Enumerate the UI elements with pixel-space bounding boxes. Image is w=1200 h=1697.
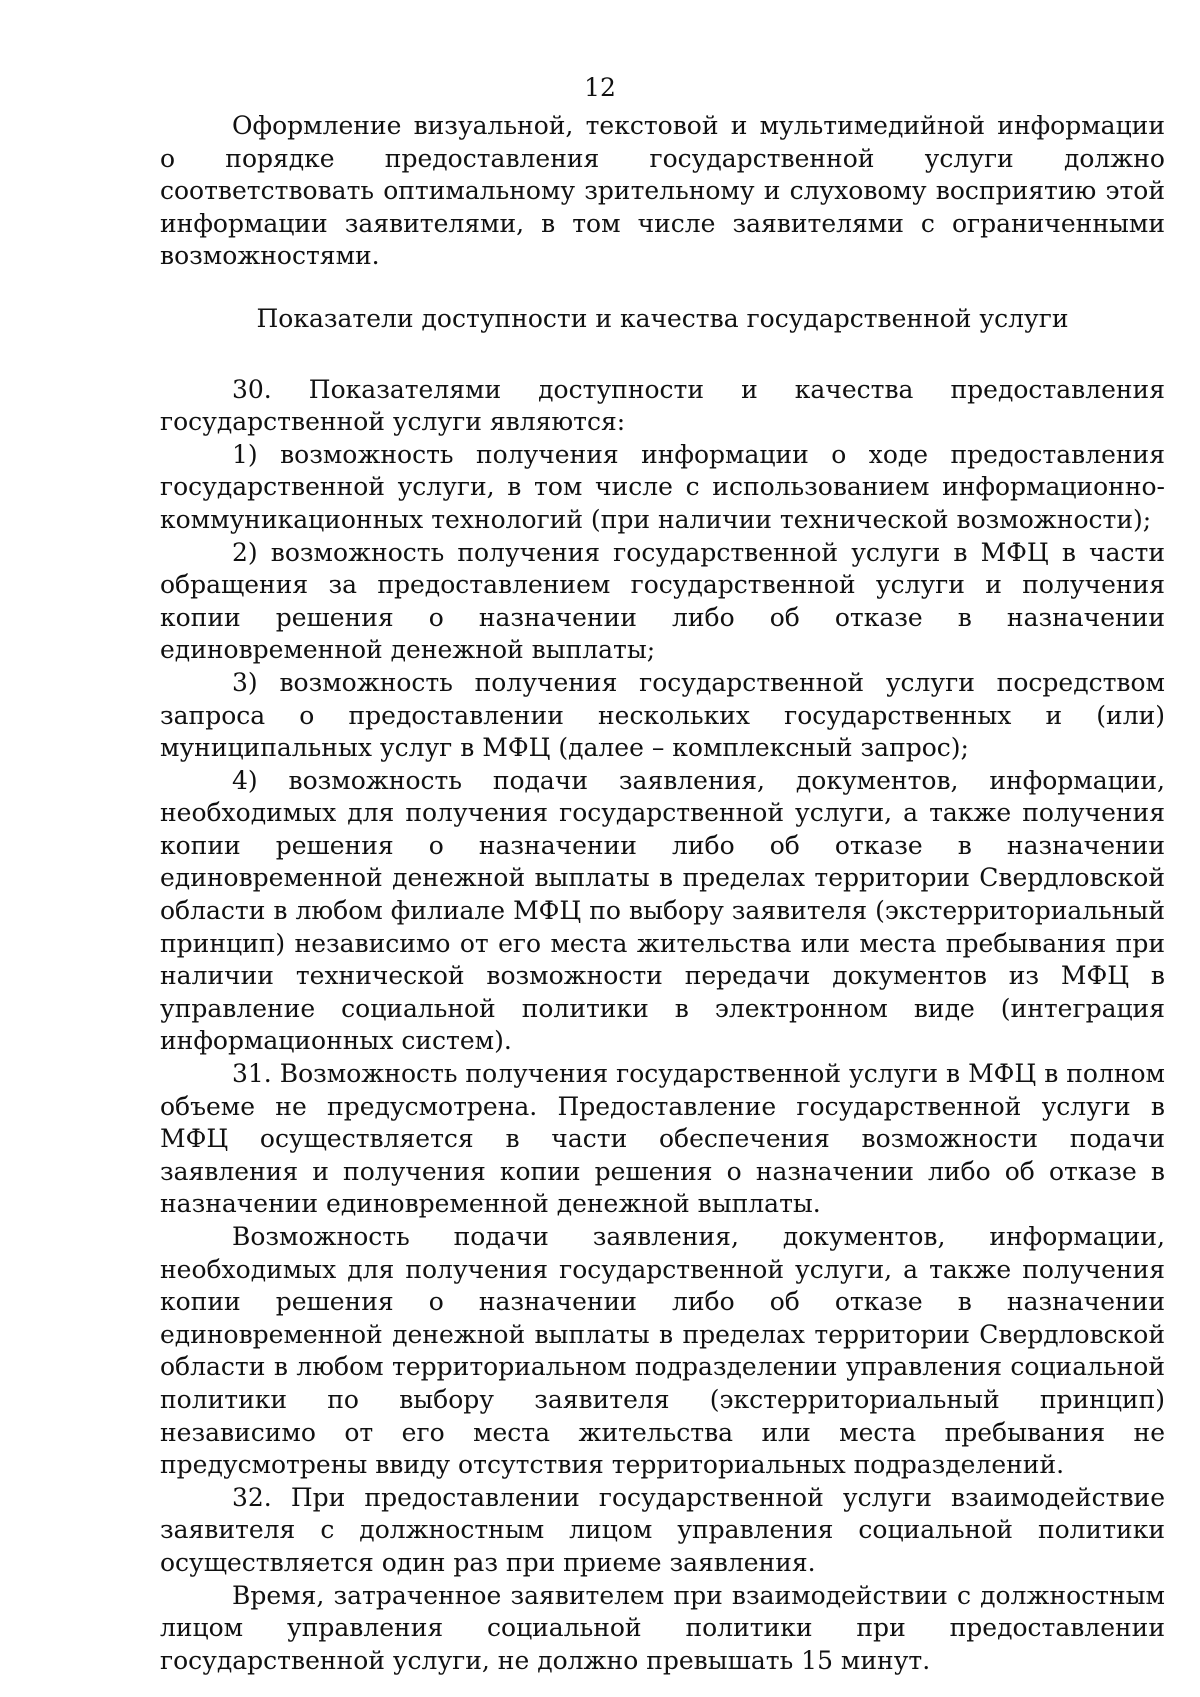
paragraph-item-31: 31. Возможность получения государственной услуги в МФЦ в полном объеме не предусмотрена. Предоставление государственной услуги в МФЦ осуществляется в части обеспечения возможности подачи заявления и получения копии решения о назначении либо об отказе в назначении единовременной денежной выплаты. [160,1059,1165,1219]
paragraph-territorial-submission: Возможность подачи заявления, документов, информации, необходимых для получения государственной услуги, а также получения копии решения о назначении либо об отказе в назначении единовременной денежной выплаты в пределах территории Свердловской области в любом территориальном подразделении управления социальной политики по выбору заявителя (экстерриториальный принцип) независимо от его места жительства или места пребывания не предусмотрены ввиду отсутствия территориальных подразделений. [160,1222,1165,1480]
paragraph-subitem-4: 4) возможность подачи заявления, документов, информации, необходимых для получения государственной услуги, а также получения копии решения о назначении либо об отказе в назначении единовременной денежной выплаты в пределах территории Свердловской области в любом филиале МФЦ по выбору заявителя (экстерриториальный принцип) независимо от его места жительства или места пребывания при наличии технической возможности передачи документов из МФЦ в управление социальной политики в электронном виде (интеграция информационных систем). [160,765,1165,1056]
paragraph-item-30: 30. Показателями доступности и качества предоставления государственной услуги являются: [160,374,1165,437]
paragraph-interaction-time: Время, затраченное заявителем при взаимодействии с должностным лицом управления социальной политики при предоставлении государственной услуги, не должно превышать 15 минут. [160,1580,1165,1675]
page-number: 12 [584,73,616,102]
paragraph-subitem-3: 3) возможность получения государственной услуги посредством запроса о предоставлении нескольких государственных и (или) муниципальных услуг в МФЦ (далее – комплексный запрос); [160,667,1165,763]
paragraph-subitem-2: 2) возможность получения государственной услуги в МФЦ в части обращения за предоставлением государственной услуги и получения копии решения о назначении либо об отказе в назначении единовременной денежной выплаты; [160,537,1165,665]
paragraph-visual-info: Оформление визуальной, текстовой и мультимедийной информации о порядке предоставления государственной услуги должно соответствовать оптимальному зрительному и слуховому восприятию этой информации заявителями, в том числе заявителями с ограниченными возможностями. [160,111,1165,271]
document-body [160,110,1165,1677]
paragraph-item-32: 32. При предоставлении государственной услуги взаимодействие заявителя с должностным лицом управления социальной политики осуществляется один раз при приеме заявления. [160,1482,1165,1577]
paragraph-subitem-1: 1) возможность получения информации о ходе предоставления государственной услуги, в том числе с использованием информационно-коммуникационных технологий (при наличии технической возможности); [160,439,1165,534]
section-heading: Показатели доступности и качества государственной услуги [256,303,1069,333]
